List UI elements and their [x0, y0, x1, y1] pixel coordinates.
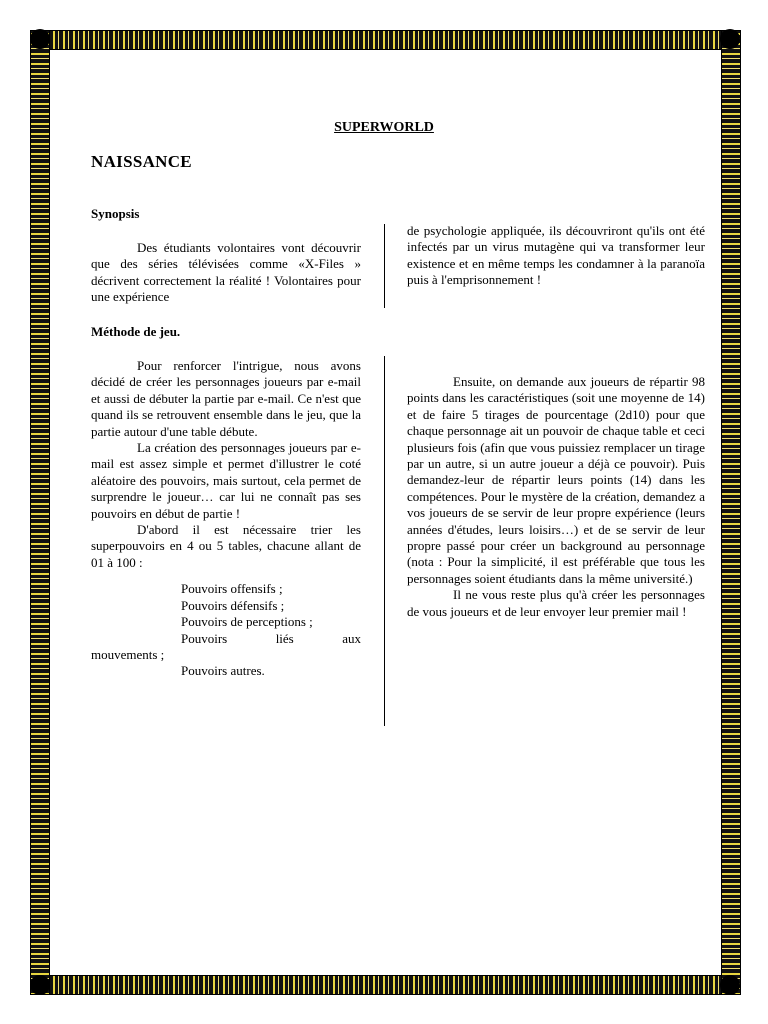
paragraph: Il ne vous reste plus qu'à créer les personnages de vous joueurs et de leur envoyer leur premier mail ! [407, 587, 705, 619]
methode-right-column [407, 374, 705, 620]
paragraph: La création des personnages joueurs par e-mail est assez simple et permet d'illustrer le coté aléatoire des pouvoirs, mais surtout, cela permet de surprendre le joueur… car lui ne connaît pas ses pouvoirs en début de partie ! [91, 440, 361, 521]
list-item: Pouvoirs de perceptions ; [181, 614, 313, 630]
section-heading: NAISSANCE [91, 152, 192, 171]
paragraph: Des étudiants volontaires vont découvrir que des séries télévisées comme «X-Files » décrivent correctement la réalité ! Volontaires pour une expérience [91, 240, 361, 305]
list-item-word: Pouvoirs [181, 630, 228, 646]
decorative-border-right [721, 30, 741, 995]
list-item-word: aux [342, 630, 361, 646]
decorative-border-bottom [30, 975, 741, 995]
paragraph: Ensuite, on demande aux joueurs de répartir 98 points dans les caractéristiques (soit une moyenne de 14) et de faire 5 tirages de pourcentage (2d10) pour que chaque personnage ait un pouvoir de chaque table et ceci plusieurs fois (afin que vous puissiez remplacer un tirage par un autre, si un autre joueur a déjà ce pouvoir). Puis demandez-leur de répartir leurs points (14) dans les compétences. Pour le mystère de la création, demandez a vos joueurs de se servir de leur propre expérience (leurs années d'études, leurs loisirs…) et de se servir de leur propre passé pour créer un background au personnage (nota : Pour la simplicité, il est préférable que tous les personnages soient étudiants dans la même université.) [407, 374, 705, 586]
methode-heading: Méthode de jeu. [91, 324, 181, 339]
list-item [91, 631, 361, 647]
column-divider [384, 356, 385, 726]
powers-list [91, 581, 361, 679]
border-corner [720, 29, 740, 49]
paragraph: de psychologie appliquée, ils découvriront qu'ils ont été infectés par un virus mutagène qui va transformer leur existence et en même temps les condamner à la paranoïa puis à l'emprisonnement ! [407, 223, 705, 288]
synopsis-left-column [91, 240, 361, 306]
border-corner [30, 975, 50, 995]
paragraph: D'abord il est nécessaire trier les superpouvoirs en 4 ou 5 tables, chacune allant de 01 à 100 : [91, 522, 361, 570]
list-item-word: liés [275, 630, 294, 646]
list-item: Pouvoirs offensifs ; [181, 581, 283, 597]
synopsis-right-column [407, 223, 705, 289]
decorative-border-top [30, 30, 741, 50]
list-item-continuation: mouvements ; [91, 646, 165, 662]
synopsis-heading: Synopsis [91, 206, 140, 221]
list-item: Pouvoirs défensifs ; [181, 597, 285, 613]
document-title: SUPERWORLD [334, 120, 434, 135]
border-corner [30, 29, 50, 49]
border-corner [720, 975, 740, 995]
column-divider [384, 224, 385, 308]
paragraph: Pour renforcer l'intrigue, nous avons décidé de créer les personnages joueurs par e-mail et aussi de débuter la partie par e-mail. Ce n'est que quand ils se retrouvent ensemble dans le jeu, que la partie autour d'une table débute. [91, 358, 361, 439]
decorative-border-left [30, 30, 50, 995]
list-item: Pouvoirs autres. [181, 663, 265, 679]
methode-left-column [91, 358, 361, 680]
